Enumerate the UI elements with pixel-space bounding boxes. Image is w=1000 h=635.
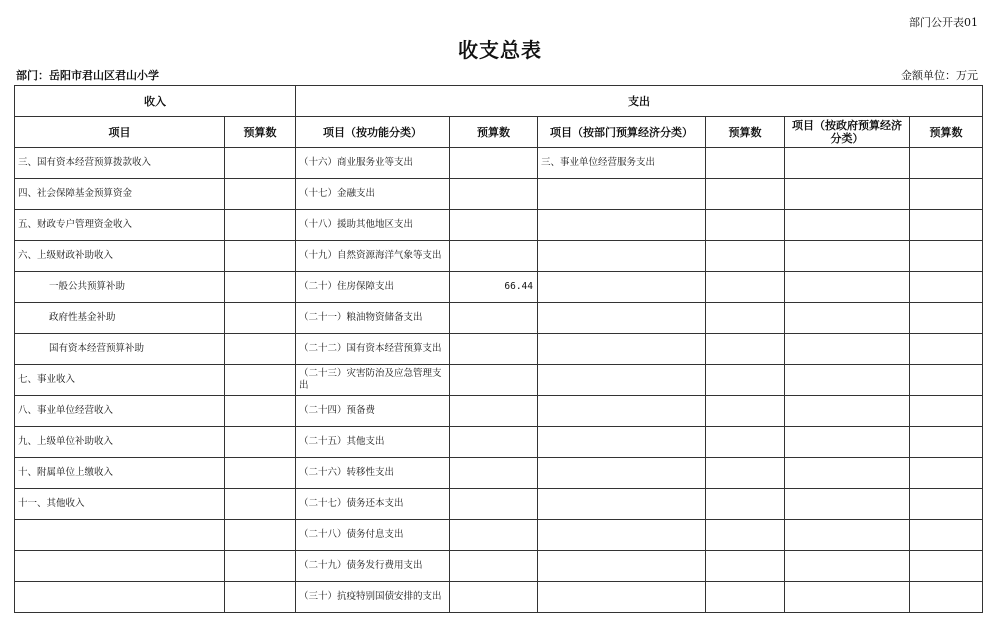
gov-econ-item-cell — [785, 582, 910, 613]
col-header-gov-econ-item: 项目（按政府预算经济分类） — [785, 117, 910, 148]
dept-econ-budget-cell — [706, 551, 785, 582]
income-item-cell: 政府性基金补助 — [15, 303, 225, 334]
table-row — [15, 458, 983, 489]
section-header-row — [15, 86, 983, 117]
income-item-cell: 十一、其他收入 — [15, 489, 225, 520]
table-row — [15, 582, 983, 613]
func-item-cell: （十八）援助其他地区支出 — [296, 210, 450, 241]
income-budget-cell — [225, 489, 296, 520]
gov-econ-budget-cell — [910, 334, 983, 365]
income-budget-cell — [225, 241, 296, 272]
func-budget-cell — [450, 179, 538, 210]
col-header-income-item: 项目 — [15, 117, 225, 148]
income-item-cell: 七、事业收入 — [15, 365, 225, 396]
gov-econ-budget-cell — [910, 210, 983, 241]
income-section-header: 收入 — [15, 86, 296, 117]
dept-econ-item-cell — [538, 427, 706, 458]
dept-econ-item-cell — [538, 458, 706, 489]
dept-econ-budget-cell — [706, 582, 785, 613]
gov-econ-item-cell — [785, 427, 910, 458]
dept-econ-item-cell — [538, 551, 706, 582]
table-row — [15, 489, 983, 520]
col-header-dept-econ-item: 项目（按部门预算经济分类） — [538, 117, 706, 148]
func-item-cell: （三十）抗疫特别国债安排的支出 — [296, 582, 450, 613]
income-budget-cell — [225, 551, 296, 582]
income-budget-cell — [225, 148, 296, 179]
gov-econ-item-cell — [785, 241, 910, 272]
income-item-cell: 三、国有资本经营预算拨款收入 — [15, 148, 225, 179]
func-budget-cell — [450, 427, 538, 458]
table-row — [15, 241, 983, 272]
func-budget-cell — [450, 365, 538, 396]
func-budget-cell — [450, 334, 538, 365]
income-budget-cell — [225, 520, 296, 551]
dept-econ-budget-cell — [706, 179, 785, 210]
unit-label: 金额单位：万元 — [901, 69, 978, 82]
func-budget-cell — [450, 582, 538, 613]
income-budget-cell — [225, 396, 296, 427]
gov-econ-item-cell — [785, 489, 910, 520]
expense-section-header: 支出 — [296, 86, 983, 117]
dept-econ-item-cell — [538, 210, 706, 241]
gov-econ-budget-cell — [910, 551, 983, 582]
table-row — [15, 396, 983, 427]
dept-econ-budget-cell — [706, 272, 785, 303]
dept-econ-item-cell — [538, 489, 706, 520]
dept-econ-budget-cell — [706, 365, 785, 396]
func-budget-cell — [450, 551, 538, 582]
gov-econ-item-cell — [785, 396, 910, 427]
gov-econ-budget-cell — [910, 396, 983, 427]
func-budget-cell — [450, 241, 538, 272]
col-header-func-item: 项目（按功能分类） — [296, 117, 450, 148]
income-item-cell — [15, 520, 225, 551]
income-item-cell: 国有资本经营预算补助 — [15, 334, 225, 365]
income-item-cell: 四、社会保障基金预算资金 — [15, 179, 225, 210]
gov-econ-budget-cell — [910, 241, 983, 272]
gov-econ-item-cell — [785, 303, 910, 334]
func-item-cell: （十六）商业服务业等支出 — [296, 148, 450, 179]
income-budget-cell — [225, 210, 296, 241]
gov-econ-item-cell — [785, 179, 910, 210]
page-title: 收支总表 — [458, 38, 542, 62]
gov-econ-item-cell — [785, 272, 910, 303]
dept-econ-item-cell — [538, 520, 706, 551]
dept-econ-budget-cell — [706, 334, 785, 365]
gov-econ-budget-cell — [910, 520, 983, 551]
income-budget-cell — [225, 303, 296, 334]
gov-econ-item-cell — [785, 458, 910, 489]
gov-econ-item-cell — [785, 551, 910, 582]
dept-econ-budget-cell — [706, 396, 785, 427]
income-budget-cell — [225, 427, 296, 458]
func-item-cell: （二十五）其他支出 — [296, 427, 450, 458]
gov-econ-item-cell — [785, 520, 910, 551]
func-budget-cell — [450, 520, 538, 551]
budget-table — [14, 85, 983, 613]
table-row — [15, 148, 983, 179]
income-item-cell: 六、上级财政补助收入 — [15, 241, 225, 272]
func-budget-cell — [450, 303, 538, 334]
gov-econ-budget-cell — [910, 365, 983, 396]
func-budget-cell — [450, 458, 538, 489]
income-budget-cell — [225, 179, 296, 210]
dept-econ-budget-cell — [706, 458, 785, 489]
gov-econ-item-cell — [785, 148, 910, 179]
dept-econ-budget-cell — [706, 303, 785, 334]
gov-econ-item-cell — [785, 210, 910, 241]
func-budget-cell — [450, 210, 538, 241]
func-item-cell: （二十九）债务发行费用支出 — [296, 551, 450, 582]
dept-econ-item-cell — [538, 396, 706, 427]
func-item-cell: （二十）住房保障支出 — [296, 272, 450, 303]
table-row — [15, 365, 983, 396]
department-label: 部门：岳阳市君山区君山小学 — [16, 69, 159, 82]
income-budget-cell — [225, 582, 296, 613]
income-item-cell: 五、财政专户管理资金收入 — [15, 210, 225, 241]
gov-econ-budget-cell — [910, 458, 983, 489]
func-item-cell: （二十八）债务付息支出 — [296, 520, 450, 551]
dept-econ-item-cell — [538, 365, 706, 396]
gov-econ-budget-cell — [910, 148, 983, 179]
func-item-cell: （二十三）灾害防治及应急管理支出 — [296, 365, 450, 396]
dept-econ-budget-cell — [706, 520, 785, 551]
gov-econ-budget-cell — [910, 489, 983, 520]
income-item-cell: 十、附属单位上缴收入 — [15, 458, 225, 489]
income-item-cell: 一般公共预算补助 — [15, 272, 225, 303]
gov-econ-budget-cell — [910, 427, 983, 458]
table-row — [15, 303, 983, 334]
table-row — [15, 551, 983, 582]
dept-econ-item-cell — [538, 179, 706, 210]
col-header-gov-econ-budget: 预算数 — [910, 117, 983, 148]
func-budget-cell — [450, 148, 538, 179]
dept-econ-budget-cell — [706, 210, 785, 241]
func-budget-cell: 66.44 — [450, 272, 538, 303]
dept-econ-budget-cell — [706, 489, 785, 520]
table-row — [15, 427, 983, 458]
gov-econ-budget-cell — [910, 272, 983, 303]
func-item-cell: （十九）自然资源海洋气象等支出 — [296, 241, 450, 272]
dept-econ-item-cell — [538, 582, 706, 613]
gov-econ-item-cell — [785, 334, 910, 365]
func-item-cell: （二十七）债务还本支出 — [296, 489, 450, 520]
dept-econ-budget-cell — [706, 148, 785, 179]
dept-econ-budget-cell — [706, 427, 785, 458]
func-budget-cell — [450, 396, 538, 427]
income-item-cell — [15, 582, 225, 613]
income-item-cell — [15, 551, 225, 582]
dept-econ-item-cell — [538, 303, 706, 334]
income-item-cell: 八、事业单位经营收入 — [15, 396, 225, 427]
income-budget-cell — [225, 334, 296, 365]
func-budget-cell — [450, 489, 538, 520]
column-header-row — [15, 117, 983, 148]
col-header-func-budget: 预算数 — [450, 117, 538, 148]
table-row — [15, 210, 983, 241]
func-item-cell: （十七）金融支出 — [296, 179, 450, 210]
gov-econ-budget-cell — [910, 582, 983, 613]
dept-econ-item-cell — [538, 334, 706, 365]
func-item-cell: （二十二）国有资本经营预算支出 — [296, 334, 450, 365]
table-row — [15, 272, 983, 303]
col-header-income-budget: 预算数 — [225, 117, 296, 148]
func-item-cell: （二十四）预备费 — [296, 396, 450, 427]
gov-econ-budget-cell — [910, 179, 983, 210]
dept-econ-budget-cell — [706, 241, 785, 272]
form-code: 部门公开表01 — [909, 16, 978, 29]
table-row — [15, 520, 983, 551]
table-row — [15, 334, 983, 365]
dept-econ-item-cell: 三、事业单位经营服务支出 — [538, 148, 706, 179]
income-budget-cell — [225, 458, 296, 489]
dept-econ-item-cell — [538, 272, 706, 303]
dept-econ-item-cell — [538, 241, 706, 272]
gov-econ-budget-cell — [910, 303, 983, 334]
income-budget-cell — [225, 272, 296, 303]
income-item-cell: 九、上级单位补助收入 — [15, 427, 225, 458]
col-header-dept-econ-budget: 预算数 — [706, 117, 785, 148]
income-budget-cell — [225, 365, 296, 396]
func-item-cell: （二十一）粮油物资储备支出 — [296, 303, 450, 334]
gov-econ-item-cell — [785, 365, 910, 396]
func-item-cell: （二十六）转移性支出 — [296, 458, 450, 489]
table-row — [15, 179, 983, 210]
